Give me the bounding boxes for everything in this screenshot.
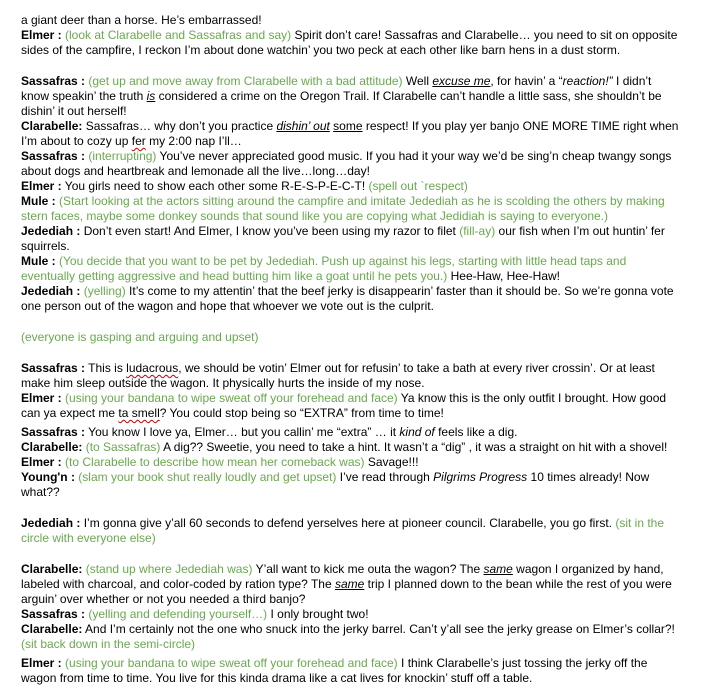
dialogue-text: wagon I organized by hand,: [512, 562, 664, 576]
spellcheck-word[interactable]: fer: [131, 134, 146, 148]
speaker-name: Young'n :: [21, 470, 75, 484]
stage-direction: (spell out `respect): [365, 179, 468, 193]
script-line: [21, 299, 689, 314]
script-line: [21, 531, 689, 546]
paragraph-gap: [21, 500, 689, 516]
dialogue-text: know speakin’ the truth: [21, 89, 147, 103]
dialogue-text: what??: [21, 485, 60, 499]
dialogue-text: I’m gonna give y’all 60 seconds to defend yerselves here at pioneer council. Clarabelle, you go first.: [80, 516, 612, 530]
dialogue-text: feels like a dig.: [434, 425, 518, 439]
dialogue-text: I’ve read through: [336, 470, 434, 484]
dialogue-text: sides of the campfire, I reckon I’m about done watchin’ you two peck at each other like barn hens in a dust storm.: [21, 43, 621, 57]
stage-direction: (fill-ay): [455, 224, 496, 238]
dialogue-text: arguin’ over whether or not you needed a third banjo?: [21, 592, 306, 606]
dialogue-text: Ya know this is the only outfit I brought. How good: [397, 391, 667, 405]
script-line: [21, 516, 689, 531]
speaker-name: Elmer :: [21, 179, 62, 193]
dialogue-text: labeled with charcoal, and color-coded by ration type? The: [21, 577, 335, 591]
dialogue-text: I only brought two!: [267, 607, 369, 621]
paragraph-gap: [21, 314, 689, 330]
stage-direction: stern faces, maybe some donkey sounds that sound like you are copying what Jedidiah is saying to everyone.): [21, 209, 608, 223]
emphasis-text: reaction!”: [562, 74, 613, 88]
script-line: [21, 164, 689, 179]
script-line: [21, 562, 689, 577]
speaker-name: Clarabelle:: [21, 562, 83, 576]
speaker-name: Elmer :: [21, 455, 62, 469]
emphasis-text: kind of: [399, 425, 435, 439]
script-line: [21, 406, 689, 421]
speaker-name: Clarabelle:: [21, 622, 83, 636]
stage-direction: (using your bandana to wipe sweat off your forehead and face): [61, 656, 398, 670]
stage-direction: (yelling and defending yourself…): [85, 607, 268, 621]
dialogue-text: a giant deer than a horse. He’s embarrassed!: [21, 13, 262, 27]
stage-direction: (sit in the: [612, 516, 665, 530]
script-line: [21, 361, 689, 376]
speaker-name: Jedediah :: [21, 284, 81, 298]
dialogue-text: Sassafras… why don’t you practice: [82, 119, 277, 133]
dialogue-text: make him sleep outside the wagon. It physically hurts the inside of my nose.: [21, 376, 425, 390]
dialogue-text: I didn’t: [612, 74, 652, 88]
dialogue-text: This is: [85, 361, 127, 375]
stage-direction: (yelling): [80, 284, 126, 298]
speaker-name: Elmer :: [21, 656, 62, 670]
script-line: [21, 43, 689, 58]
script-line: [21, 592, 689, 607]
speaker-name: Clarabelle:: [21, 119, 83, 133]
stage-direction: (everyone is gasping and arguing and upset): [21, 330, 259, 344]
stage-direction: (sit back down in the semi-circle): [21, 637, 196, 651]
script-line: [21, 119, 689, 134]
script-line: [21, 254, 689, 269]
script-line: [21, 134, 689, 149]
script-line: [21, 179, 689, 194]
spellcheck-word[interactable]: ludacrous: [126, 361, 179, 375]
stage-direction: (You decide that you want to be pet by Jedediah. Push up against his legs, starting with little head taps and: [55, 254, 627, 268]
dialogue-text: You know I love ya, Elmer… but you callin’ me “extra” … it: [85, 425, 400, 439]
script-line: [21, 671, 689, 686]
script-line: [21, 607, 689, 622]
dialogue-text: respect! If you play yer banjo ONE MORE TIME right when: [362, 119, 679, 133]
emphasis-text: same: [483, 562, 513, 576]
emphasis-text: dishin’ out: [276, 119, 330, 133]
speaker-name: Jedediah :: [21, 224, 81, 238]
dialogue-text: You girls need to show each other some R-E-S-P-E-C-T!: [61, 179, 366, 193]
underlined-text: some: [333, 119, 363, 133]
paragraph-gap: [21, 546, 689, 562]
dialogue-text: I’m about to cozy up: [21, 134, 132, 148]
stage-direction: (using your bandana to wipe sweat off your forehead and face): [61, 391, 398, 405]
dialogue-text: Y’all want to kick me outa the wagon? The: [252, 562, 484, 576]
speaker-name: Jedediah :: [21, 516, 81, 530]
script-line: [21, 485, 689, 500]
script-line: [21, 74, 689, 89]
stage-direction: (to Sassafras): [82, 440, 161, 454]
speaker-name: Mule :: [21, 194, 56, 208]
script-line: [21, 269, 689, 284]
script-line: [21, 330, 689, 345]
emphasis-text: Pilgrims Progress: [433, 470, 528, 484]
spellcheck-word[interactable]: ta smell: [118, 406, 160, 420]
script-line: [21, 376, 689, 391]
stage-direction: (stand up where Jedediah was): [82, 562, 253, 576]
dialogue-text: about dogs and heartbreak and lemonade all the live…long…day!: [21, 164, 370, 178]
script-line: [21, 470, 689, 485]
speaker-name: Sassafras :: [21, 425, 86, 439]
speaker-name: Sassafras :: [21, 74, 86, 88]
dialogue-text: , for havin’ a “: [490, 74, 563, 88]
script-line: [21, 13, 689, 28]
stage-direction: (interrupting): [85, 149, 157, 163]
stage-direction: (look at Clarabelle and Sassafras and say): [61, 28, 292, 42]
dialogue-text: And I’m certainly not the one who snuck into the jerky barrel. Can’t y’all see the jerky grease on Elmer’s collar?!: [82, 622, 675, 636]
dialogue-text: can ya expect me: [21, 406, 119, 420]
dialogue-text: one person out of the wagon and hope that whoever we vote out is the culprit.: [21, 299, 434, 313]
dialogue-text: our fish when I’m out huntin’ fer: [495, 224, 665, 238]
dialogue-text: It’s come to my attentin’ that the beef jerky is disappearin’ faster than it should be. So we’re gonna vote: [125, 284, 674, 298]
dialogue-text: , we should be votin’ Elmer out for refusin’ to take a bath at every river crossin’. Or at least: [178, 361, 655, 375]
dialogue-text: You’ve never appreciated good music. If you had it your way we’d be sing’n cheap twangy songs: [156, 149, 672, 163]
dialogue-text: ? You could stop being so “EXTRA” from time to time!: [159, 406, 444, 420]
emphasis-text: same: [334, 577, 365, 591]
dialogue-text: wagon from time to time. You live for this kinda drama like a cat lives for knockin’ stuff off a table.: [21, 671, 533, 685]
script-line: [21, 622, 689, 637]
dialogue-text: 10 times already! Now: [527, 470, 650, 484]
stage-direction: circle with everyone else): [21, 531, 156, 545]
speaker-name: Elmer :: [21, 28, 62, 42]
script-line: [21, 28, 689, 43]
stage-direction: (slam your book shut really loudly and get upset): [74, 470, 337, 484]
script-line: [21, 656, 689, 671]
stage-direction: (to Clarabelle to describe how mean her comeback was): [61, 455, 365, 469]
script-line: [21, 194, 689, 209]
script-line: [21, 577, 689, 592]
script-line: [21, 284, 689, 299]
dialogue-text: squirrels.: [21, 239, 70, 253]
dialogue-text: A dig?? Sweetie, you need to take a hint. It wasn’t a “dig” , it was a straight on hit with a shovel!: [160, 440, 668, 454]
dialogue-text: Savage!!!: [364, 455, 419, 469]
speaker-name: Sassafras :: [21, 361, 86, 375]
dialogue-text: Well: [402, 74, 433, 88]
script-line: [21, 104, 689, 119]
dialogue-text: Don’t even start! And Elmer, I know you’ve been using my razor to filet: [80, 224, 456, 238]
script-line: [21, 391, 689, 406]
stage-direction: eventually getting aggressive and head butting him like a goat until he pets you.): [21, 269, 448, 283]
script-line: [21, 455, 689, 470]
speaker-name: Sassafras :: [21, 607, 86, 621]
speaker-name: Clarabelle:: [21, 440, 83, 454]
emphasis-text: excuse me: [432, 74, 491, 88]
dialogue-text: I think Clarabelle’s just tossing the jerky off the: [397, 656, 648, 670]
speaker-name: Elmer :: [21, 391, 62, 405]
emphasis-text: is: [146, 89, 156, 103]
dialogue-text: my 2:00 nap I’ll…: [145, 134, 242, 148]
paragraph-gap: [21, 345, 689, 361]
script-document: [21, 13, 689, 686]
script-line: [21, 440, 689, 455]
dialogue-text: considered a crime on the Oregon Trail. If Clarabelle can’t handle a little sass, she shouldn’t be: [155, 89, 662, 103]
script-line: [21, 149, 689, 164]
dialogue-text: trip I planned down to the bean while the rest of you were: [364, 577, 672, 591]
speaker-name: Sassafras :: [21, 149, 86, 163]
stage-direction: (get up and move away from Clarabelle with a bad attitude): [85, 74, 403, 88]
script-line: [21, 209, 689, 224]
script-line: [21, 89, 689, 104]
dialogue-text: dishin’ it out herself!: [21, 104, 127, 118]
script-line: [21, 224, 689, 239]
dialogue-text: Spirit don’t care! Sassafras and Clarabelle… you need to sit on opposite: [291, 28, 678, 42]
paragraph-gap: [21, 58, 689, 74]
script-line: [21, 239, 689, 254]
stage-direction: (Start looking at the actors sitting around the campfire and imitate Jedediah as he is scolding the others by making: [55, 194, 665, 208]
script-line: [21, 425, 689, 440]
speaker-name: Mule :: [21, 254, 56, 268]
script-line: [21, 637, 689, 652]
dialogue-text: Hee-Haw, Hee-Haw!: [447, 269, 560, 283]
